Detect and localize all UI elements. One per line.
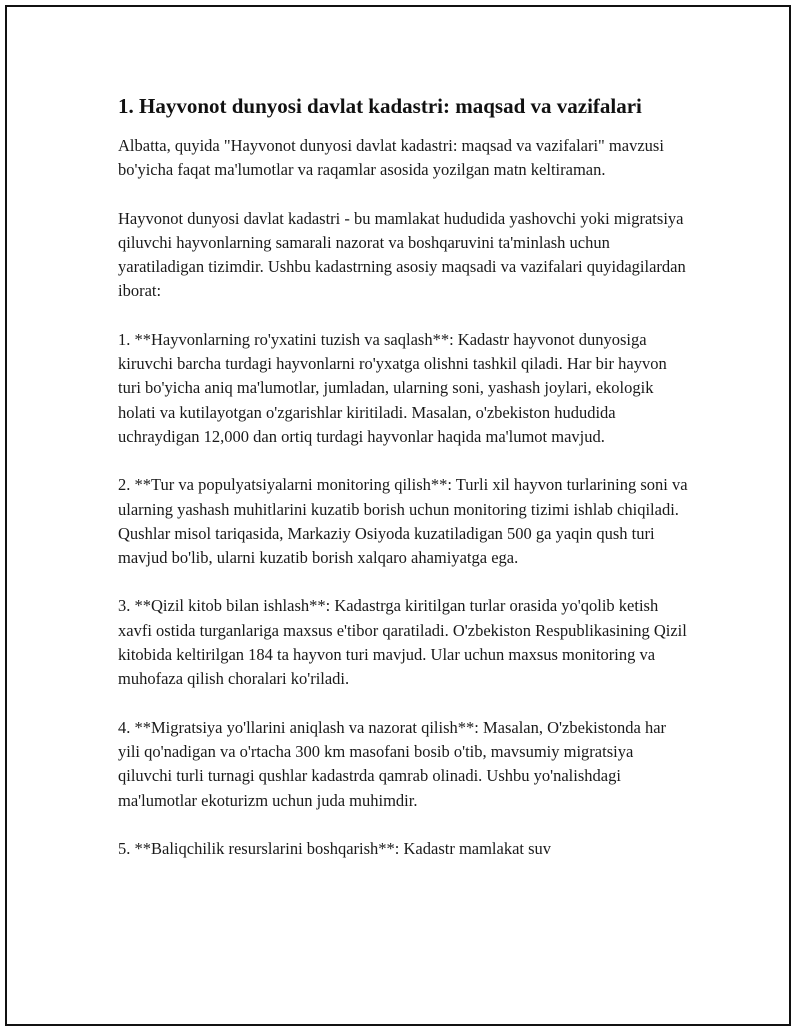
paragraph-intro: Albatta, quyida "Hayvonot dunyosi davlat kadastri: maqsad va vazifalari" mavzusi bo'yicha faqat ma'lumotlar va raqamlar asosida yozilgan matn keltiraman. (118, 136, 664, 180)
document-title: 1. Hayvonot dunyosi davlat kadastri: maqsad va vazifalari (118, 94, 642, 118)
paragraph-item-3: 3. **Qizil kitob bilan ishlash**: Kadastrga kiritilgan turlar orasida yo'qolib ketish xavfi ostida turganlariga maxsus e'tibor qaratiladi. O'zbekiston Respublikasining Qizil kitobida keltirilgan 184 ta hayvon turi mavjud. Ular uchun maxsus monitoring va muhofaza qilish choralari ko'riladi. (118, 596, 687, 689)
paragraph-item-1: 1. **Hayvonlarning ro'yxatini tuzish va saqlash**: Kadastr hayvonot dunyosiga kiruvchi barcha turdagi hayvonlarni ro'yxatga olishni tashkil qiladi. Har bir hayvon turi bo'yicha aniq ma'lumotlar, jumladan, ularning soni, yashash joylari, ekologik holati va kutilayotgan o'zgarishlar kiritiladi. Masalan, o'zbekiston hududida uchraydigan 12,000 dan ortiq turdagi hayvonlar haqida ma'lumot mavjud. (118, 329, 667, 446)
paragraph-item-4: 4. **Migratsiya yo'llarini aniqlash va nazorat qilish**: Masalan, O'zbekistonda har yili qo'nadigan va o'rtacha 300 km masofani bosib o'tib, mavsumiy migratsiya qiluvchi turli turnagi qushlar kadastrda qamrab olinadi. Ushbu yo'nalishdagi ma'lumotlar ekoturizm uchun juda muhimdir. (118, 717, 667, 810)
paragraph-item-5: 5. **Baliqchilik resurslarini boshqarish**: Kadastr mamlakat suv (118, 838, 552, 858)
paragraph-item-2: 2. **Tur va populyatsiyalarni monitoring qilish**: Turli xil hayvon turlarining soni va ularning yashash muhitlarini kuzatib borish uchun monitoring tizimi ishlab chiqiladi. Qushlar misol tariqasida, Markaziy Osiyoda kuzatiladigan 500 ga yaqin qush turi mavjud bo'lib, ularni kuzatib borish xalqaro ahamiyatga ega. (118, 475, 688, 568)
paragraph-definition: Hayvonot dunyosi davlat kadastri - bu mamlakat hududida yashovchi yoki migratsiya qiluvchi hayvonlarning samarali nazorat va boshqaruvini ta'minlash uchun yaratiladigan tizimdir. Ushbu kadastrning asosiy maqsadi va vazifalari quyidagilardan iborat: (118, 208, 686, 301)
document-body (118, 92, 688, 885)
